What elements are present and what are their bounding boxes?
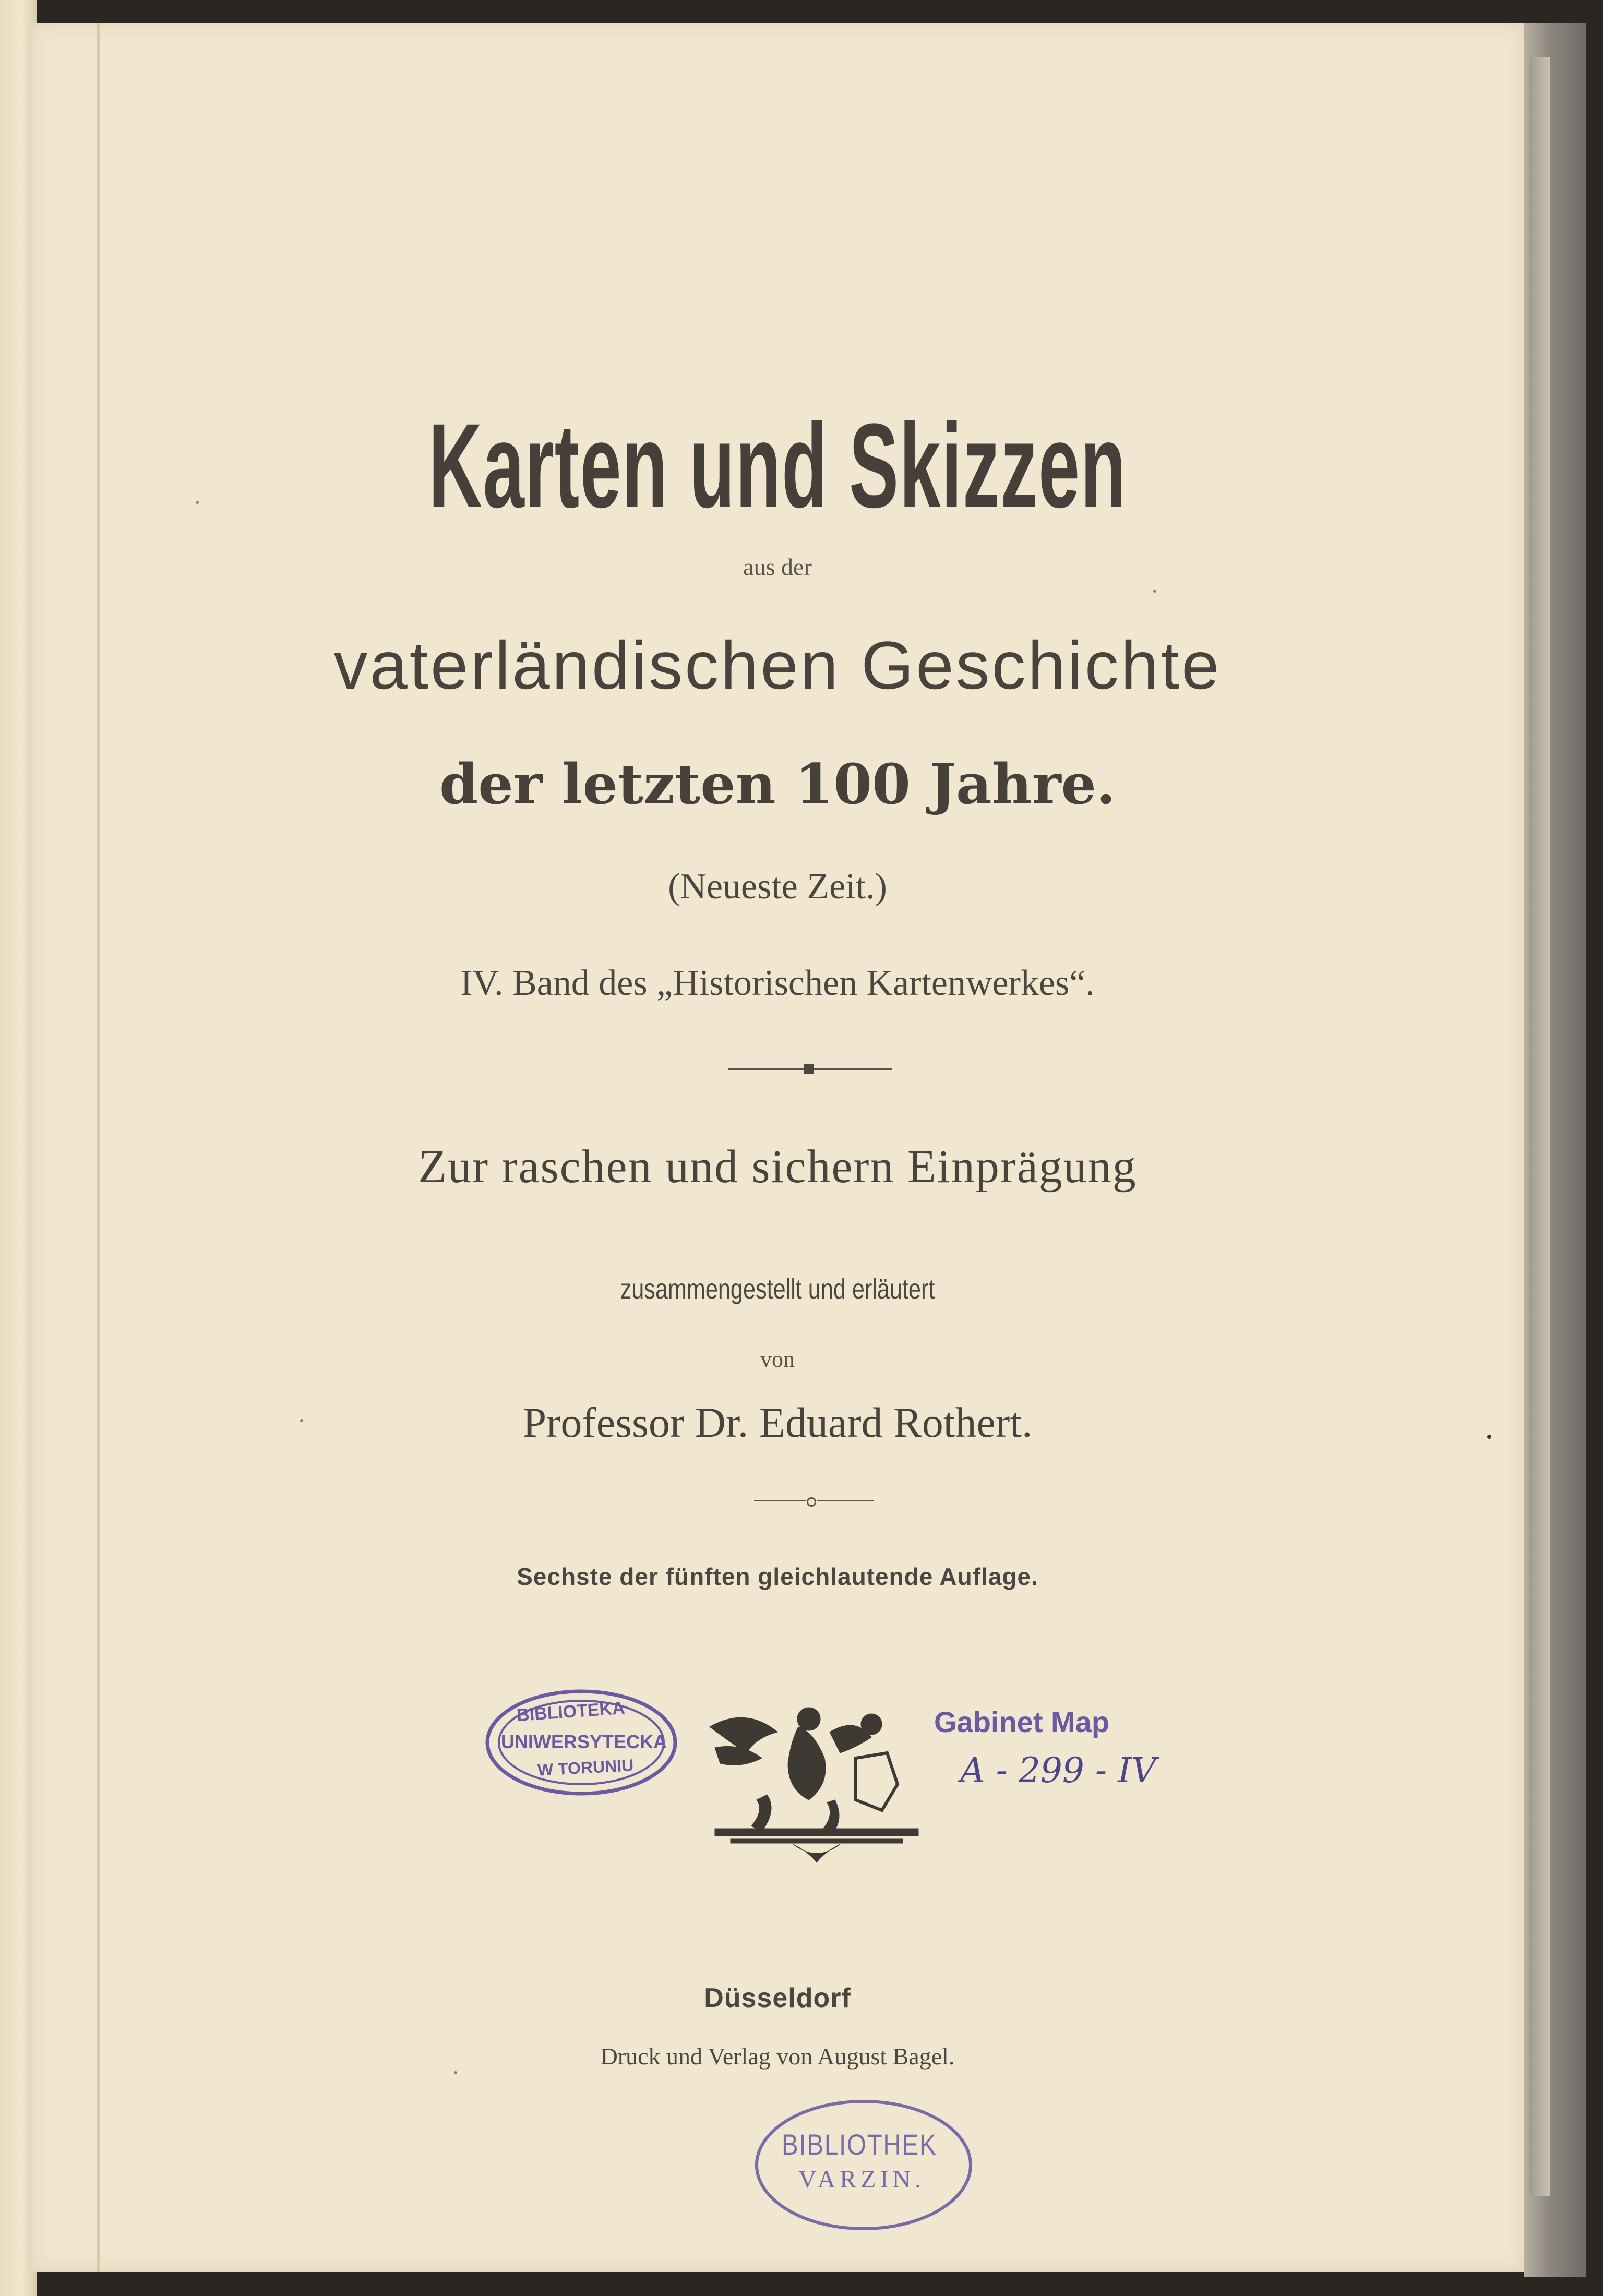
- author-name: Professor Dr. Eduard Rothert.: [522, 1399, 1033, 1446]
- small-divider-circle: [807, 1497, 816, 1507]
- ornament-divider-left: [728, 1068, 806, 1070]
- publisher-eagle-emblem: [699, 1696, 934, 1868]
- library-stamp-middle: UNIWERSYTECKA: [501, 1731, 667, 1752]
- edition-line: Sechste der fünften gleichlautende Auflage.: [517, 1563, 1038, 1590]
- publication-place: Düsseldorf: [704, 1983, 851, 2013]
- book-cover-inner-edge: [1529, 57, 1550, 2196]
- paper-speck: [300, 1419, 303, 1422]
- library-stamp-top: BIBLIOTEKA: [516, 1698, 626, 1726]
- publisher-line: Druck und Verlag von August Bagel.: [600, 2043, 955, 2070]
- varzin-stamp-line2: VARZIN.: [798, 2166, 926, 2193]
- paper-speck: [196, 501, 199, 504]
- library-stamp-bottom: W TORUNIU: [537, 1756, 635, 1780]
- ornament-square: [804, 1064, 814, 1074]
- paper-speck: [454, 2071, 457, 2074]
- von-line: von: [760, 1347, 795, 1372]
- small-divider-right: [817, 1500, 874, 1501]
- paper-speck: [1487, 1435, 1491, 1439]
- compiled-line: zusammengestellt und erläutert: [620, 1273, 935, 1305]
- book-subtitle: vaterländischen Geschichte: [333, 627, 1222, 703]
- period-label: (Neueste Zeit.): [668, 867, 887, 907]
- paper-speck: [1153, 590, 1156, 593]
- purpose-line: Zur raschen und sichern Einprägung: [418, 1141, 1137, 1193]
- book-subtitle-second: der letzten 100 Jahre.: [439, 751, 1116, 816]
- ornament-divider-right: [814, 1068, 892, 1070]
- book-title: Karten und Skizzen: [428, 399, 1127, 533]
- cabinet-stamp-label: Gabinet Map: [934, 1705, 1110, 1738]
- shelfmark-handwritten: A - 299 - IV: [960, 1750, 1156, 1790]
- title-connector: aus der: [743, 554, 812, 580]
- volume-label: IV. Band des „Historischen Kartenwerkes“.: [460, 963, 1095, 1003]
- small-divider-left: [754, 1500, 806, 1501]
- varzin-stamp-line1: BIBLIOTHEK: [782, 2128, 937, 2161]
